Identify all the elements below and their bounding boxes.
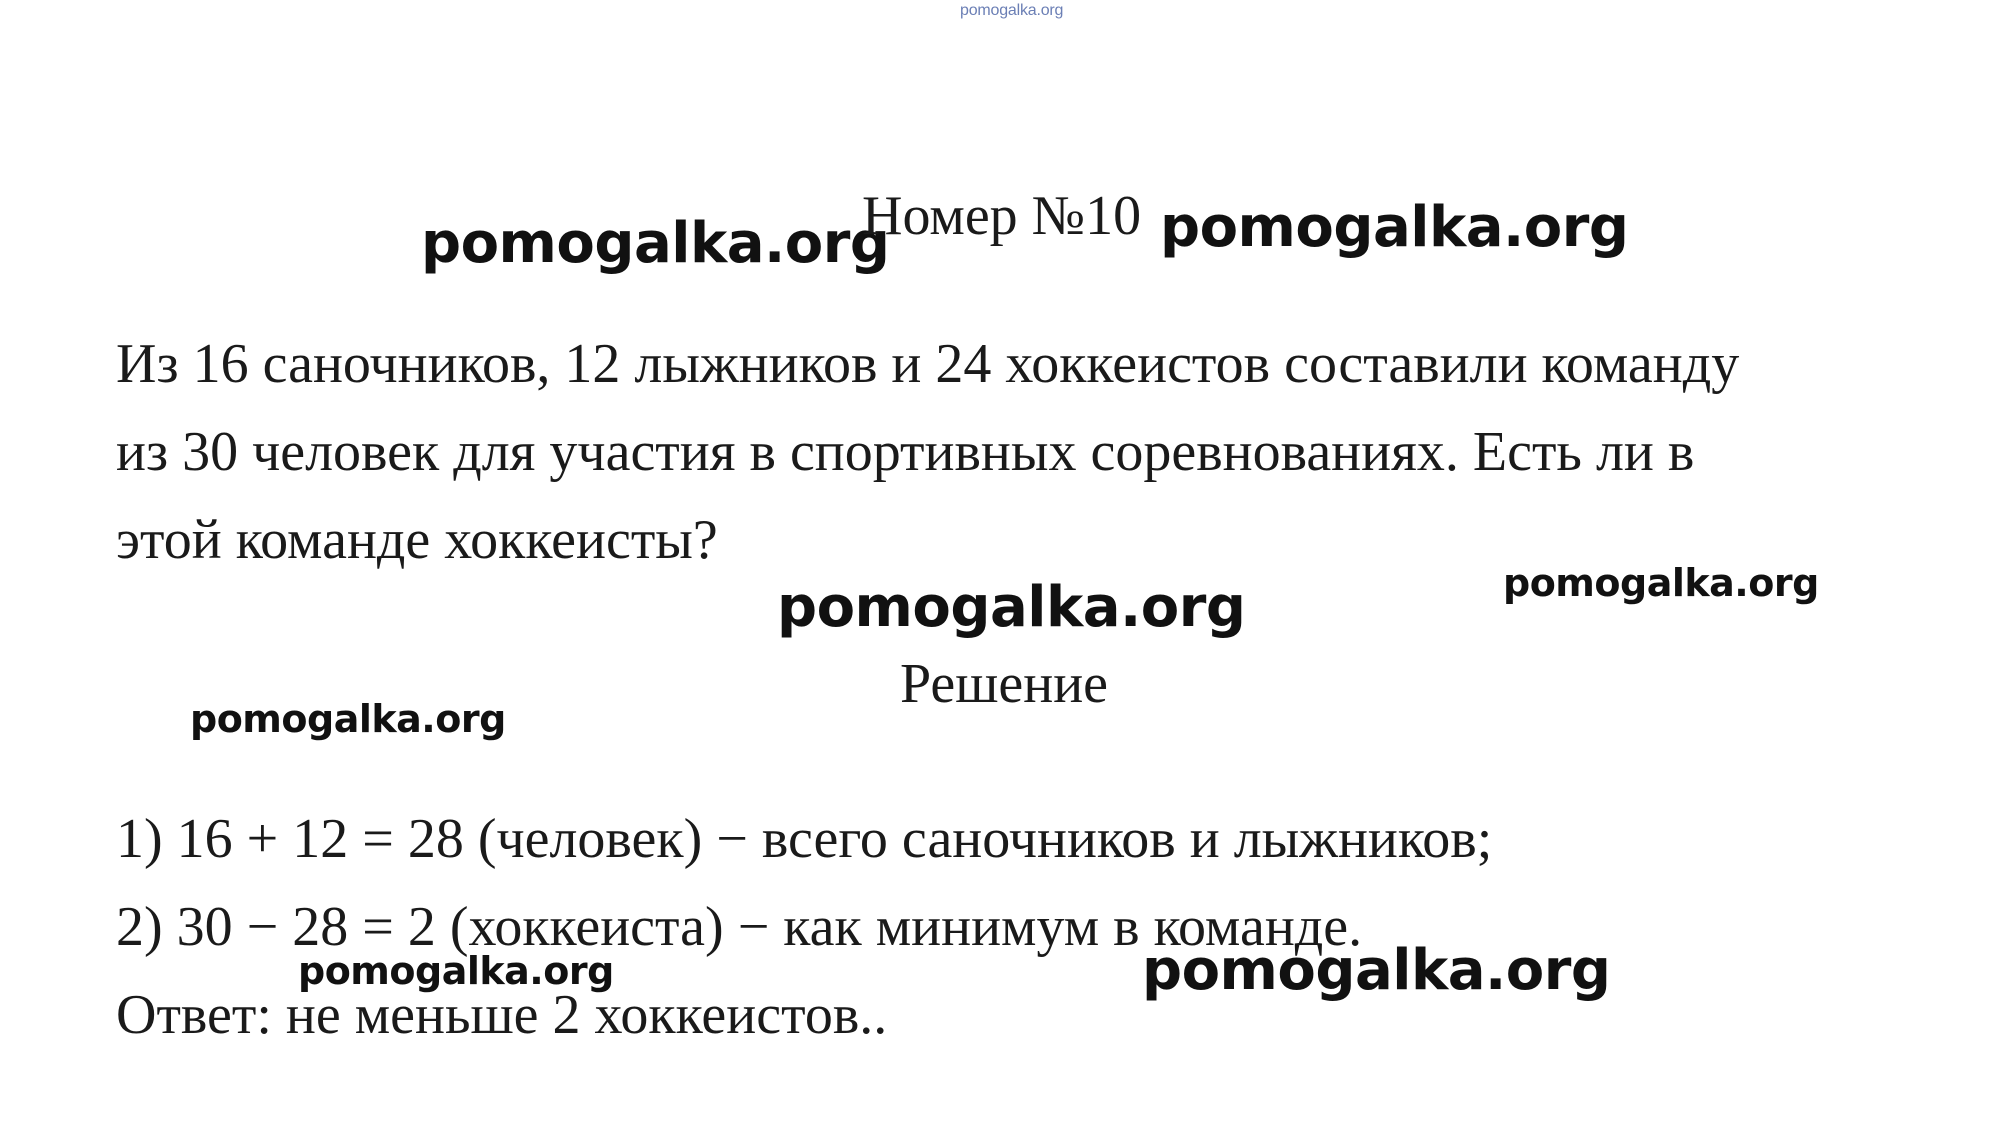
answer-text: Ответ: не меньше 2 хоккеистов.. [116,984,888,1046]
watermark-bottom-left: pomogalka.org [298,949,614,993]
page-title: Номер №10 [862,185,1142,247]
problem-line: из 30 человек для участия в спортивных соревнованиях. Есть ли в [116,421,1695,483]
watermark-center: pomogalka.org [777,575,1246,640]
watermark-bottom-right: pomogalka.org [1142,938,1611,1003]
watermark-left-small: pomogalka.org [190,697,506,741]
watermark-right-small: pomogalka.org [1503,561,1819,605]
solution-step: 1) 16 + 12 = 28 (человек) − всего саночников и лыжников; [116,808,1493,870]
problem-line: Из 16 саночников, 12 лыжников и 24 хоккеистов составили команду [116,333,1740,395]
problem-text [116,320,1936,584]
problem-line: этой команде хоккеисты? [116,509,718,571]
top-url-watermark[interactable]: pomogalka.org [960,2,1064,19]
solution-heading: Решение [900,653,1109,715]
solution-step: 2) 30 − 28 = 2 (хоккеиста) − как минимум в команде. [116,896,1363,958]
watermark-title-right: pomogalka.org [1160,195,1629,260]
watermark-title-left: pomogalka.org [421,211,890,276]
